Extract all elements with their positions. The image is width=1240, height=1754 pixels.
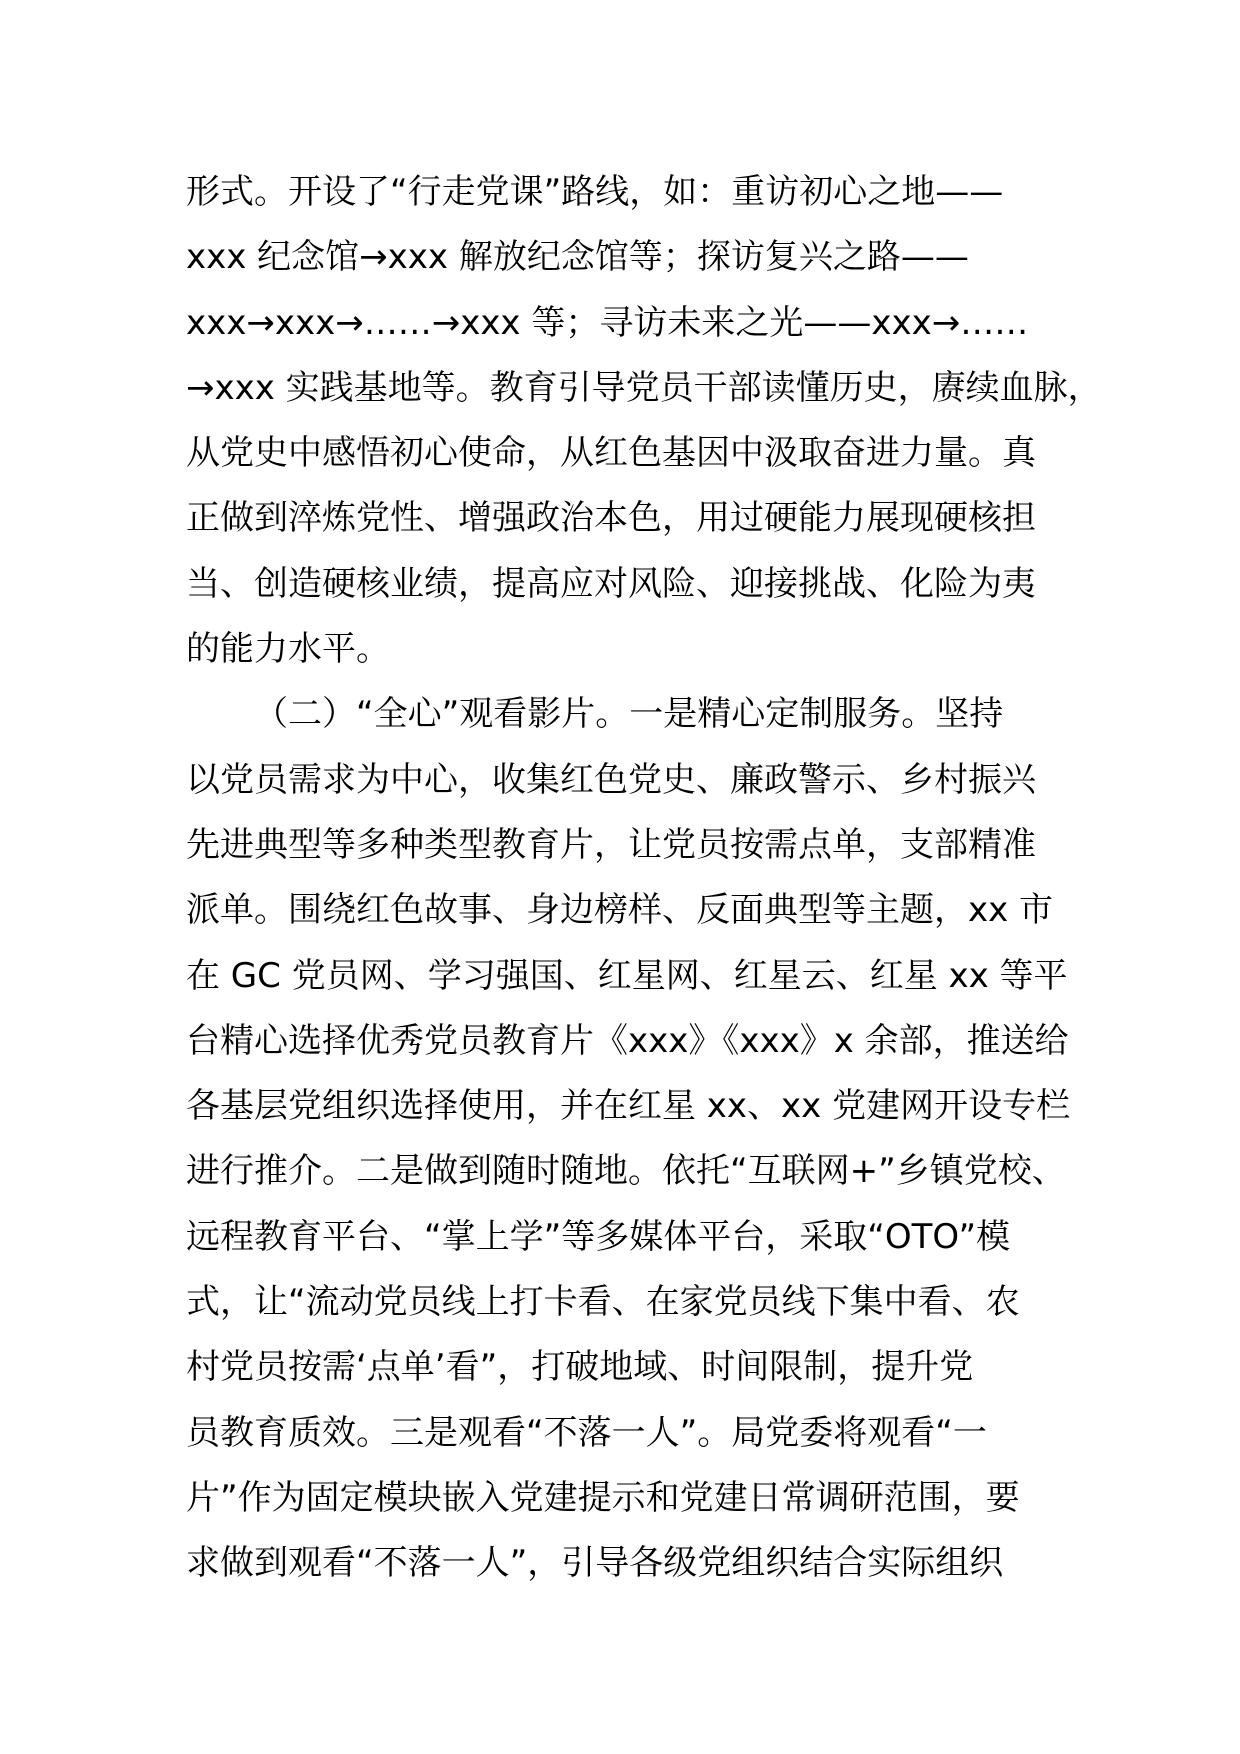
text-line: 台精心选择优秀党员教育片《xxx》《xxx》x 余部，推送给 (186, 1020, 1069, 1061)
text-line: 各基层党组织选择使用，并在红星 xx、xx 党建网开设专栏 (186, 1086, 1071, 1127)
text-line: 形式。开设了“行走党课”路线，如：重访初心之地—— (186, 172, 1004, 212)
text-line: 的能力水平。 (186, 629, 390, 670)
text-line: 远程教育平台、“掌上学”等多媒体平台，采取“OTO”模 (186, 1216, 1011, 1257)
text-line: 进行推介。二是做到随时随地。依托“互联网+”乡镇党校、 (186, 1151, 1066, 1192)
text-line: xxx→xxx→……→xxx 等；寻访未来之光——xxx→…… (186, 302, 1029, 343)
text-line: 求做到观看“不落一人”，引导各级党组织结合实际组织 (186, 1543, 1004, 1584)
text-line: →xxx 实践基地等。教育引导党员干部读懂历史，赓续血脉， (186, 367, 1102, 408)
text-line: 正做到淬炼党性、增强政治本色，用过硬能力展现硬核担 (186, 498, 1036, 539)
text-line: 以党员需求为中心，收集红色党史、廉政警示、乡村振兴 (186, 759, 1036, 800)
section-heading-line: （二）“全心”观看影片。一是精心定制服务。坚持 (254, 694, 1004, 735)
text-line: 员教育质效。三是观看“不落一人”。局党委将观看“一 (186, 1412, 987, 1453)
text-line: 式，让“流动党员线上打卡看、在家党员线下集中看、农 (186, 1282, 1020, 1323)
text-line: 在 GC 党员网、学习强国、红星网、红星云、红星 xx 等平 (186, 955, 1068, 996)
text-line: 从党史中感悟初心使命，从红色基因中汲取奋进力量。真 (186, 433, 1036, 474)
text-line: 派单。围绕红色故事、身边榜样、反面典型等主题，xx 市 (186, 890, 1054, 931)
text-line: 片”作为固定模块嵌入党建提示和党建日常调研范围，要 (186, 1477, 1020, 1518)
text-line: xxx 纪念馆→xxx 解放纪念馆等；探访复兴之路—— (186, 237, 969, 278)
text-line: 先进典型等多种类型教育片，让党员按需点单，支部精准 (186, 824, 1036, 865)
body-text (186, 160, 1102, 1597)
text-line: 村党员按需‘点单’看”，打破地域、时间限制，提升党 (186, 1347, 974, 1388)
text-line: 当、创造硬核业绩，提高应对风险、迎接挑战、化险为夷 (186, 563, 1036, 604)
